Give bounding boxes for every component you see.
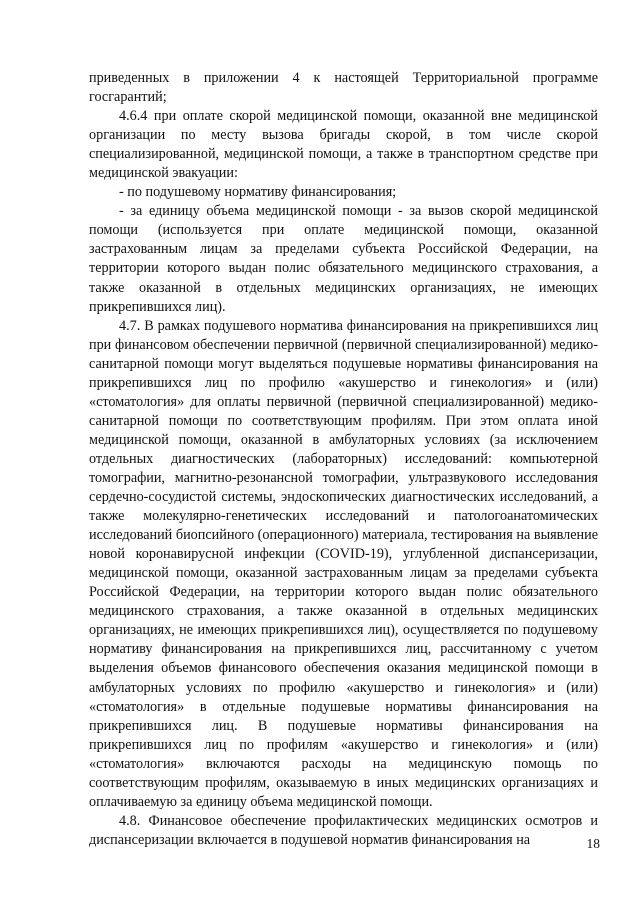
paragraph-4-6-4: 4.6.4 при оплате скорой медицинской помощи, оказанной вне медицинской организации по месту вызова бригады скорой, в том числе скорой специализированной, медицинской помощи, а также в транспортном средстве при медицинской эвакуации:	[89, 108, 598, 182]
paragraph-4-7: 4.7. В рамках подушевого норматива финансирования на прикрепившихся лиц при финансовом обеспечении первичной (первичной специализированной) медико-санитарной помощи могут выделяться подушевые нормативы финансирования на прикрепившихся лиц по профилю «акушерство и гинекология» и (или) «стоматология» для оплаты первичной (первичной специализированной) медико-санитарной помощи по соответствующим профилям. При этом оплата иной медицинской помощи, оказанной в амбулаторных условиях (за исключением отдельных диагностических (лабораторных) исследований: компьютерной томографии, магнитно-резонансной томографии, ультразвукового исследования сердечно-сосудистой системы, эндоскопических диагностических исследований, а также молекулярно-генетических исследований и патологоанатомических исследований биопсийного (операционного) материала, тестирования на выявление новой коронавирусной инфекции (COVID-19), углубленной диспансеризации, медицинской помощи, оказанной застрахованным лицам за пределами субъекта Российской Федерации, на территории которого выдан полис обязательного медицинского страхования, а также оказанной в отдельных медицинских организациях, не имеющих прикрепившихся лиц), осуществляется по подушевому нормативу финансирования на прикрепившихся лиц, рассчитанному с учетом выделения объемов финансового обеспечения оказания медицинской помощи в амбулаторных условиях по профилю «акушерство и гинекология» и (или) «стоматология» в отдельные подушевые нормативы финансирования на прикрепившихся лиц. В подушевые нормативы финансирования на прикрепившихся лиц по профилям «акушерство и гинекология» и (или) «стоматология» включаются расходы на медицинскую помощь по соответствующим профилям, оказываемую в иных медицинских организациях и оплачиваемую за единицу объема медицинской помощи.	[89, 317, 598, 810]
document-body	[89, 69, 598, 850]
page-number: 18	[586, 836, 600, 851]
paragraph-continuation: приведенных в приложении 4 к настоящей Территориальной программе госгарантий;	[89, 70, 598, 106]
paragraph-4-8: 4.8. Финансовое обеспечение профилактических медицинских осмотров и диспансеризации включается в подушевой норматив финансирования на	[89, 812, 598, 848]
bullet-per-unit-volume: - за единицу объема медицинской помощи - за вызов скорой медицинской помощи (используется при оплате медицинской помощи, оказанной застрахованным лицам за пределами субъекта Российской Федерации, на территории которого выдан полис обязательного медицинского страхования, а также оказанной в отдельных медицинских организациях, не имеющих прикрепившихся лиц).	[89, 203, 598, 315]
bullet-per-capita: - по подушевому нормативу финансирования;	[119, 184, 397, 201]
